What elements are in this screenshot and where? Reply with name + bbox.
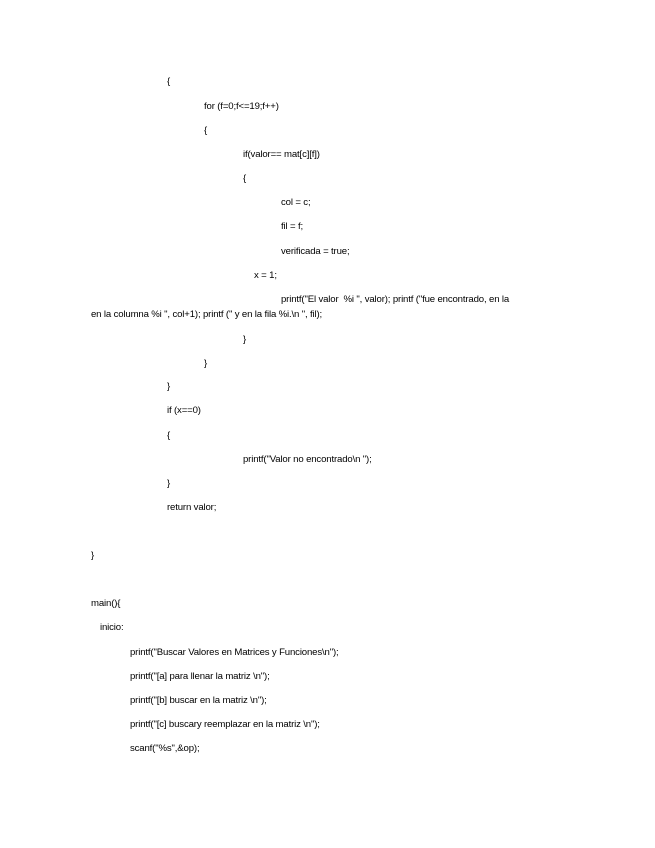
code-line: {: [243, 173, 247, 184]
code-line: }: [204, 358, 208, 369]
code-line: }: [167, 381, 171, 392]
code-line: if (x==0): [167, 405, 201, 416]
code-line: x = 1;: [254, 270, 277, 281]
code-line: scanf("%s",&op);: [130, 743, 200, 754]
code-line: printf("[c] buscary reemplazar en la matriz \n");: [130, 719, 320, 730]
code-line: printf("Buscar Valores en Matrices y Funciones\n");: [130, 647, 339, 658]
code-line: fil = f;: [281, 221, 303, 232]
code-line: printf("El valor %i ", valor); printf ("fue encontrado, en la: [281, 294, 510, 305]
code-line: verificada = true;: [281, 246, 350, 257]
code-line: }: [91, 550, 95, 561]
code-line: for (f=0;f<=19;f++): [204, 101, 279, 112]
code-line: inicio:: [100, 622, 124, 633]
code-line: printf("Valor no encontrado\n ");: [243, 454, 372, 465]
code-line: {: [204, 125, 208, 136]
code-line: en la columna %i ", col+1); printf (" y en la fila %i.\n ", fil);: [91, 309, 323, 320]
code-line: if(valor== mat[c][f]): [243, 149, 320, 160]
code-line: }: [167, 478, 171, 489]
code-line: {: [167, 76, 171, 87]
code-line: }: [243, 334, 247, 345]
code-line: return valor;: [167, 502, 217, 513]
code-line: printf("[b] buscar en la matriz \n");: [130, 695, 267, 706]
code-line: {: [167, 430, 171, 441]
code-line: main(){: [91, 598, 121, 609]
code-line: col = c;: [281, 197, 311, 208]
code-line: printf("[a] para llenar la matriz \n");: [130, 671, 270, 682]
